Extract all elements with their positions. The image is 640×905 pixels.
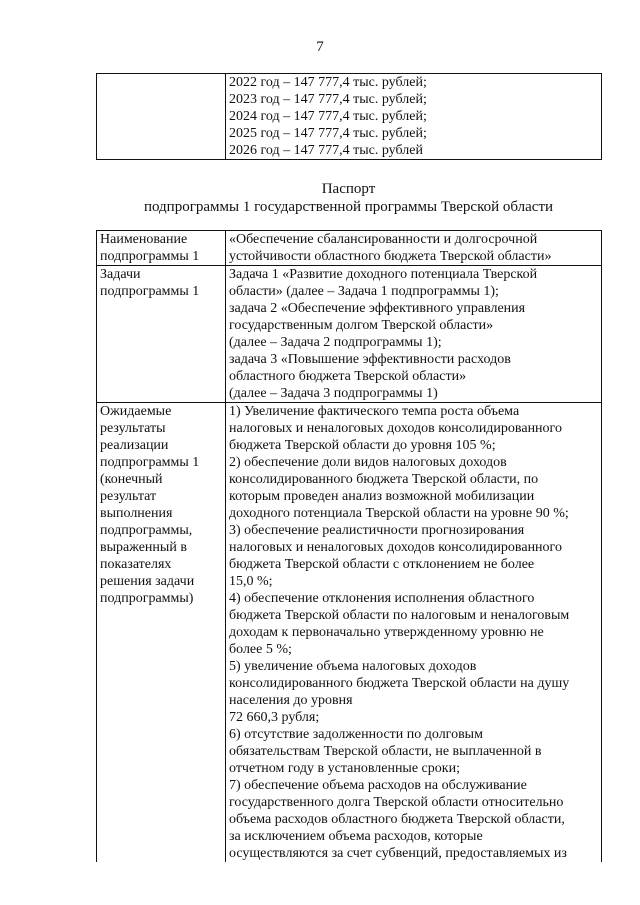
row-label-name [97,231,226,266]
content-line: обязательствам Тверской области, не выплаченной в [229,744,542,759]
content-line: налоговых и неналоговых доходов консолидированного [229,540,562,555]
table-row [97,231,602,266]
funding-table [96,73,602,160]
passport-heading: Паспорт [321,181,376,197]
content-line: 3) обеспечение реалистичности прогнозирования [229,523,525,538]
content-line: объема расходов областного бюджета Тверской области, [229,812,565,827]
label-line: выраженный в [100,540,187,555]
passport-title [96,180,601,216]
table-row [97,74,602,160]
content-line: консолидированного бюджета Тверской области на душу [229,676,570,691]
passport-subheading: подпрограммы 1 государственной программы Тверской области [143,199,554,215]
content-line: населения до уровня [229,693,353,708]
content-line: бюджета Тверской области с отклонением не более [229,557,535,572]
content-line: 7) обеспечение объема расходов на обслуживание [229,778,527,793]
label-line: подпрограммы 1 [100,249,200,264]
content-line: налоговых и неналоговых доходов консолидированного [229,421,562,436]
funding-line: 2026 год – 147 777,4 тыс. рублей [229,143,423,158]
content-line: 6) отсутствие задолженности по долговым [229,727,483,742]
content-line: устойчивости областного бюджета Тверской области» [229,249,552,264]
label-line: результат [100,489,157,504]
content-line: консолидированного бюджета Тверской области, по [229,472,539,487]
row-label-tasks [97,266,226,403]
content-line: которым проведен анализ возможной мобилизации [229,489,535,504]
label-line: реализации [100,438,169,453]
content-line: отчетном году в установленные сроки; [229,761,460,776]
funding-line: 2022 год – 147 777,4 тыс. рублей; [229,75,427,90]
content-line: области» (далее – Задача 1 подпрограммы 1); [229,284,499,299]
content-line: 2) обеспечение доли видов налоговых доходов [229,455,507,470]
label-line: Задачи [100,267,141,282]
content-line: задача 3 «Повышение эффективности расходов [229,352,511,367]
content-line: (далее – Задача 3 подпрограммы 1) [229,386,438,401]
funding-label-cell [97,74,226,160]
funding-line: 2025 год – 147 777,4 тыс. рублей; [229,126,427,141]
funding-line: 2024 год – 147 777,4 тыс. рублей; [229,109,427,124]
row-content-name [226,231,602,266]
funding-years-cell [226,74,602,160]
content-line: доходного потенциала Тверской области на уровне 90 %; [229,506,569,521]
label-line: результаты [100,421,166,436]
content-line: государственного долга Тверской области относительно [229,795,564,810]
funding-line: 2023 год – 147 777,4 тыс. рублей; [229,92,427,107]
content-line: доходам к первоначально утвержденному уровню не [229,625,544,640]
content-line: 5) увеличение объема налоговых доходов [229,659,477,674]
content-line: задача 2 «Обеспечение эффективного управления [229,301,526,316]
content-line: 72 660,3 рубля; [229,710,320,725]
row-label-results [97,403,226,863]
label-line: подпрограммы, [100,523,193,538]
label-line: подпрограммы) [100,591,194,606]
label-line: решения задачи [100,574,195,589]
content-line: бюджета Тверской области до уровня 105 %; [229,438,496,453]
content-line: 1) Увеличение фактического темпа роста объема [229,404,520,419]
content-line: (далее – Задача 2 подпрограммы 1); [229,335,442,350]
label-line: (конечный [100,472,163,487]
table-row [97,403,602,863]
passport-table [96,230,602,862]
content-line: более 5 %; [229,642,292,657]
content-line: 4) обеспечение отклонения исполнения областного [229,591,535,606]
content-line: 15,0 %; [229,574,273,589]
label-line: выполнения [100,506,173,521]
row-content-tasks [226,266,602,403]
page-number: 7 [316,39,324,55]
content-line: осуществляются за счет субвенций, предоставляемых из [229,846,567,861]
row-content-results [226,403,602,863]
label-line: показателях [100,557,172,572]
table-row [97,266,602,403]
content-line: областного бюджета Тверской области» [229,369,467,384]
content-line: бюджета Тверской области по налоговым и неналоговым [229,608,570,623]
content-line: государственным долгом Тверской области» [229,318,494,333]
label-line: подпрограммы 1 [100,284,200,299]
label-line: Наименование [100,232,188,247]
label-line: подпрограммы 1 [100,455,200,470]
content-line: «Обеспечение сбалансированности и долгосрочной [229,232,538,247]
label-line: Ожидаемые [100,404,172,419]
content-line: Задача 1 «Развитие доходного потенциала Тверской [229,267,538,282]
content-line: за исключением объема расходов, которые [229,829,483,844]
